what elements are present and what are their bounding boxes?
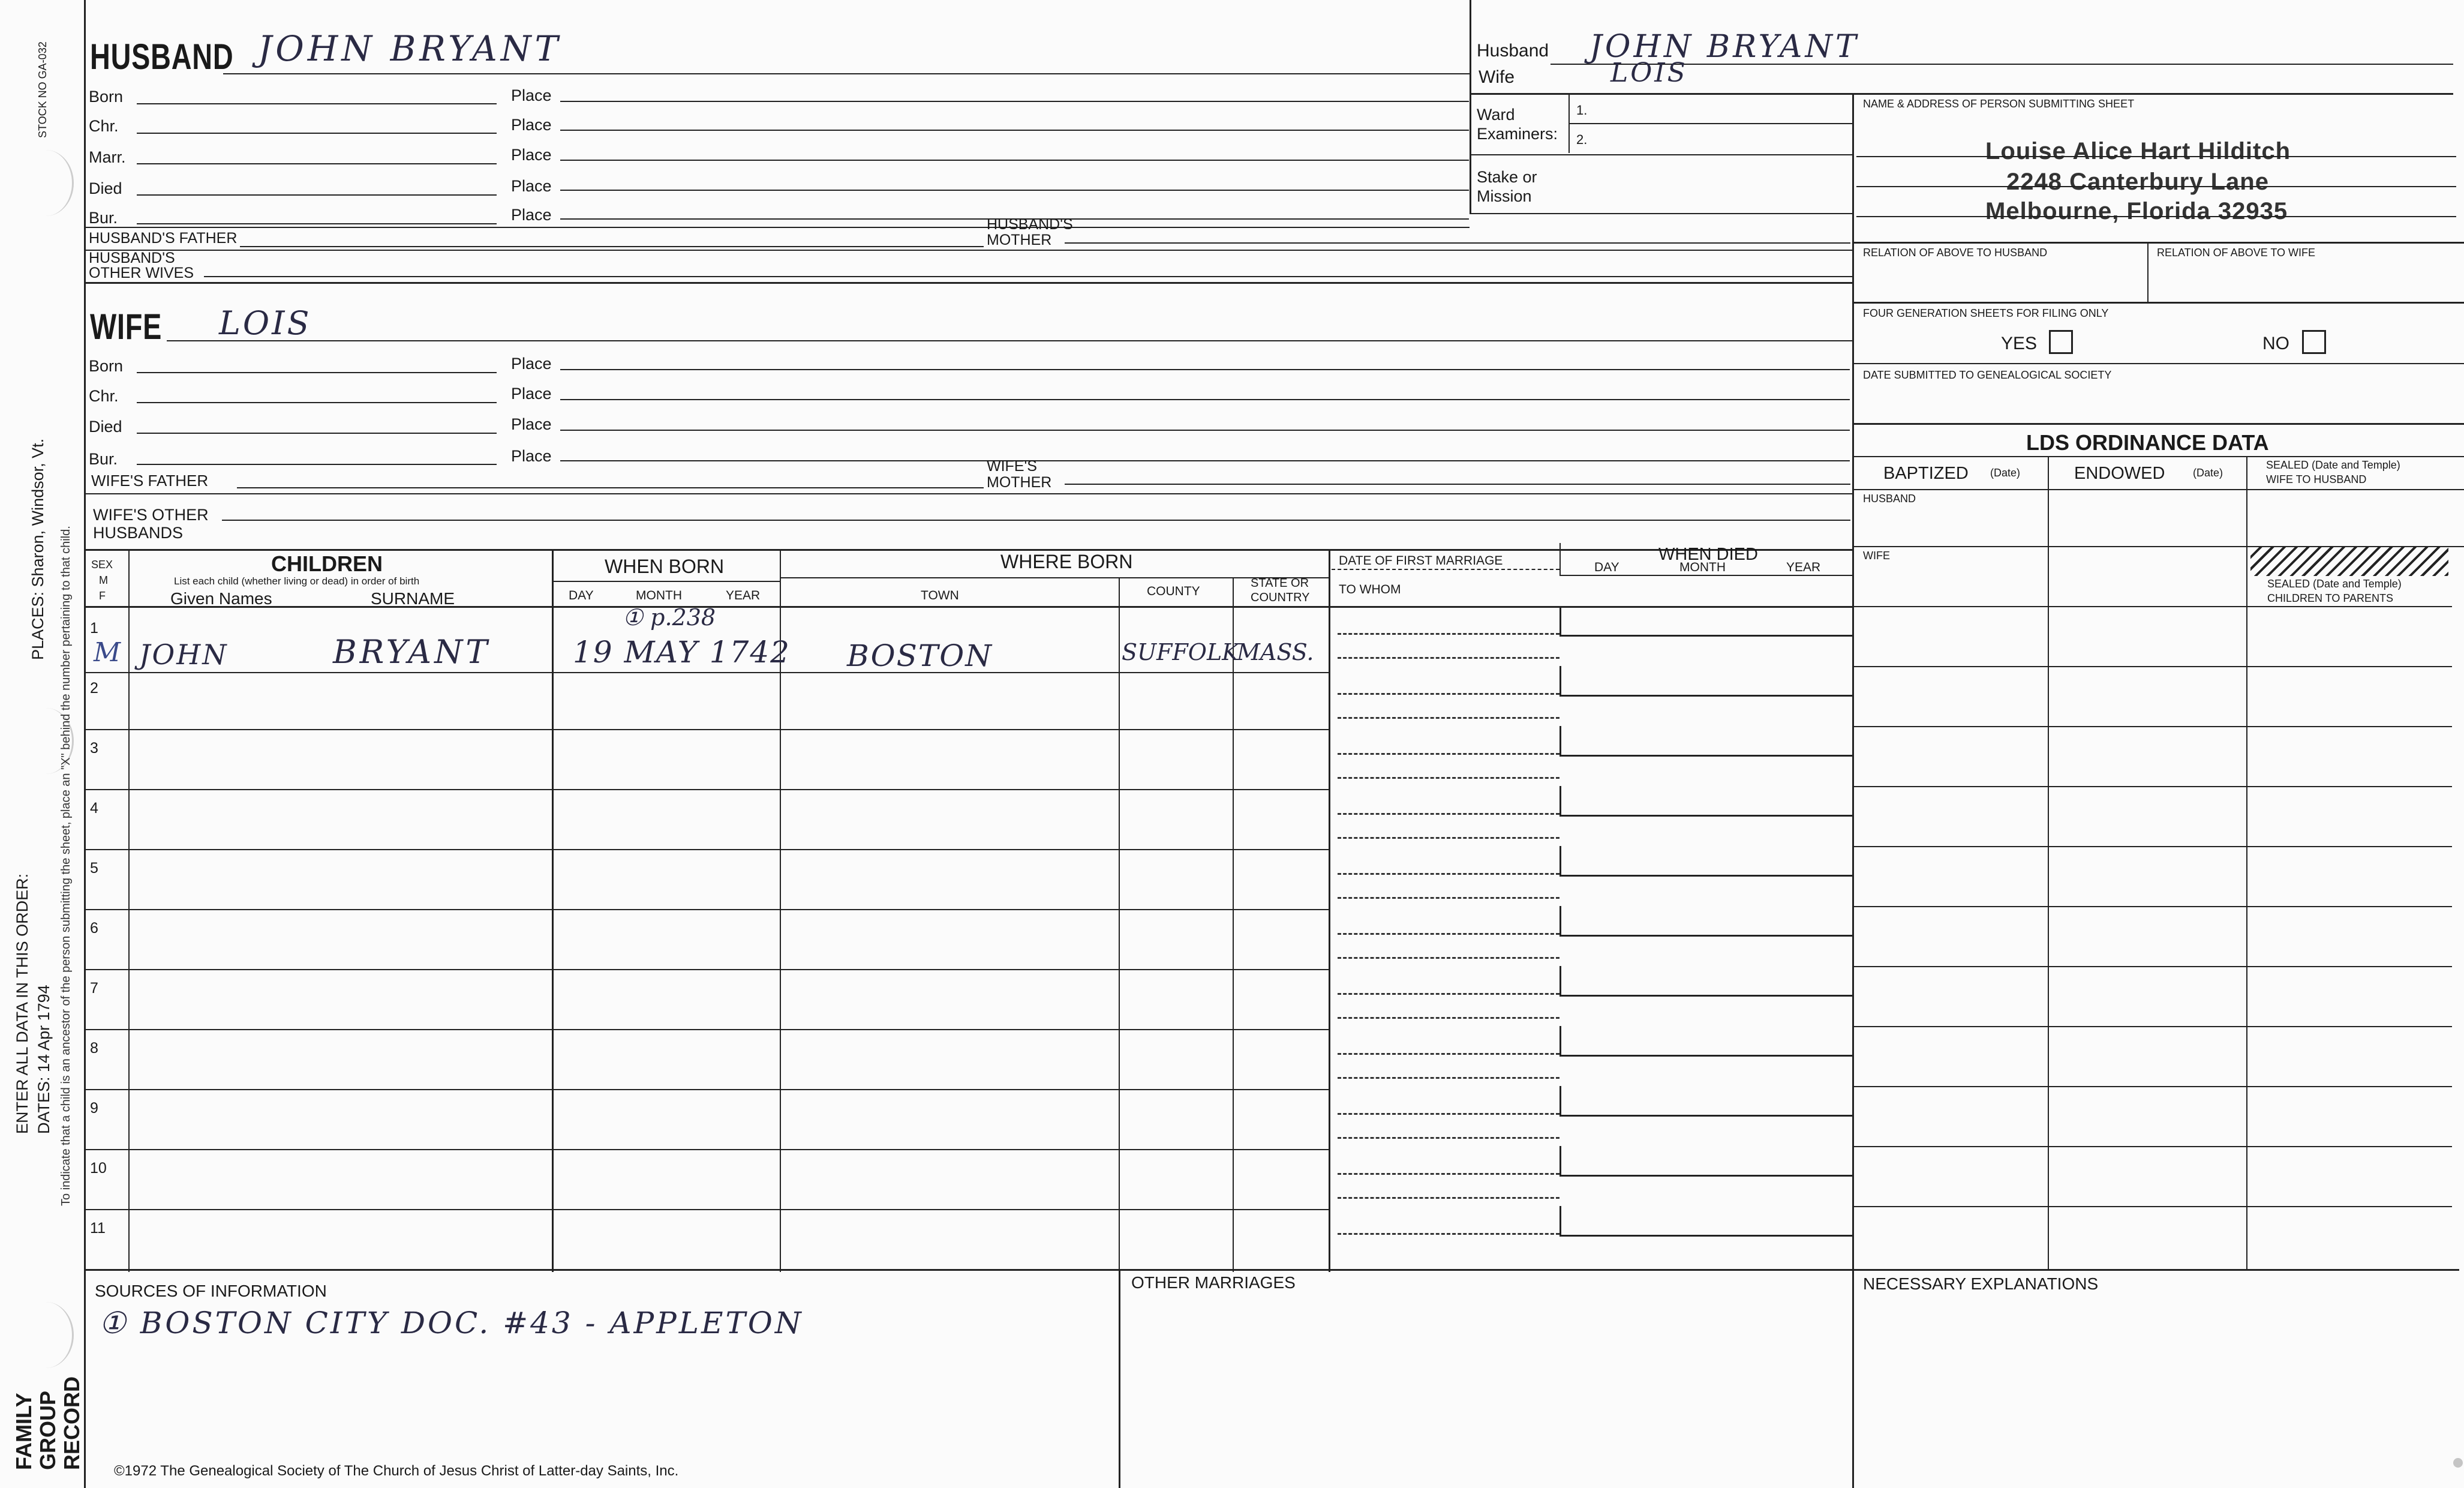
submitter-name: Louise Alice Hart Hilditch [1985, 138, 2291, 164]
wife-chr-line [137, 402, 497, 403]
wife-born-place-line [560, 369, 1850, 370]
marriage-dash [1338, 993, 1559, 995]
died-step [1559, 606, 1561, 636]
lds-row-line [1852, 906, 2452, 907]
wife-mother-label-1: WIFE'S [987, 458, 1037, 475]
examiner-1-label: 1. [1576, 103, 1588, 118]
examiner-2-label: 2. [1576, 132, 1588, 147]
died-step-line [1559, 1115, 1852, 1117]
marriage-dash-lower [1338, 837, 1559, 839]
when-born-underline [552, 581, 780, 582]
child-number: 4 [90, 800, 98, 817]
form-title-record: RECORD [59, 1376, 84, 1470]
wife-died-line [137, 433, 497, 434]
header-husband-label: Husband [1477, 41, 1549, 61]
row-line [84, 789, 1329, 790]
sex-m-header: M [99, 574, 108, 586]
husband-chr-label: Chr. [89, 117, 119, 135]
child-number: 8 [90, 1040, 98, 1057]
husband-name-line [223, 73, 1471, 74]
husband-other-wives-label-2: OTHER WIVES [89, 265, 194, 281]
row-line [84, 1089, 1329, 1090]
lds-husband-label: HUSBAND [1863, 493, 1916, 505]
other-marriages-label: OTHER MARRIAGES [1131, 1273, 1296, 1292]
died-step-line [1559, 815, 1852, 817]
four-gen-bottom [1852, 363, 2464, 364]
wife-section-bottom [84, 549, 1853, 551]
state-header-2: COUNTRY [1251, 591, 1310, 604]
husband-father-line [240, 246, 984, 247]
sex-col-divider [128, 549, 130, 1272]
marriage-dash-lower [1338, 897, 1559, 899]
row-line [84, 1149, 1329, 1150]
header-wife-label: Wife [1479, 67, 1515, 87]
marriage-dash [1338, 873, 1559, 875]
scan-dot [2453, 1458, 2463, 1468]
lds-row-line [1852, 1086, 2452, 1087]
died-step [1559, 1146, 1561, 1176]
died-day-header: DAY [1594, 560, 1619, 574]
enter-all-instruction: ENTER ALL DATA IN THIS ORDER: [13, 873, 31, 1134]
four-gen-yes-checkbox[interactable] [2049, 330, 2073, 354]
marriage-dash-lower [1338, 657, 1559, 659]
wife-died-place-line [560, 430, 1850, 431]
died-step-line [1559, 635, 1852, 637]
row-line [84, 1209, 1329, 1210]
submitter-bottom [1852, 242, 2464, 244]
child-1-surname: BRYANT [333, 633, 491, 671]
lds-row-line [1852, 966, 2452, 967]
form-title-group: GROUP [35, 1390, 60, 1470]
places-instruction: PLACES: Sharon, Windsor, Vt. [29, 438, 47, 660]
child-1-source-note: ① p.238 [623, 604, 716, 631]
husband-bur-line [137, 223, 497, 224]
child-number: 3 [90, 740, 98, 757]
died-step-line [1559, 1175, 1852, 1177]
died-month-header: MONTH [1679, 560, 1726, 574]
marriage-dash [1338, 633, 1559, 635]
child-1-state: MASS. [1237, 639, 1314, 665]
relation-divider [2147, 242, 2149, 303]
stock-number: STOCK NO GA-032 [37, 41, 49, 138]
died-step [1559, 1086, 1561, 1116]
where-born-header: WHERE BORN [1000, 551, 1133, 572]
died-step [1559, 786, 1561, 816]
examiner-2-line [1470, 154, 1853, 155]
ward-label: Ward [1477, 106, 1515, 124]
examiner-1-line [1568, 123, 1853, 124]
husband-mother-label-1: HUSBAND'S [987, 216, 1073, 233]
husband-marr-label: Marr. [89, 148, 126, 166]
sex-f-header: F [99, 590, 106, 602]
wife-other-husbands-label-2: HUSBANDS [93, 524, 184, 542]
header-husband-value: JOHN BRYANT [1589, 29, 1859, 65]
child-number: 1 [90, 620, 98, 637]
marriage-dash-lower [1338, 777, 1559, 779]
four-gen-yes-label: YES [2001, 334, 2038, 353]
child-number: 5 [90, 860, 98, 877]
marriage-dash [1338, 1113, 1559, 1115]
town-header: TOWN [921, 589, 959, 602]
four-gen-label: FOUR GENERATION SHEETS FOR FILING ONLY [1863, 307, 2109, 319]
wife-chr-place-line [560, 399, 1850, 400]
submitter-line-3 [1856, 216, 2456, 217]
died-step-line [1559, 1055, 1852, 1057]
submitter-street: 2248 Canterbury Lane [2006, 169, 2269, 195]
husband-father-label: HUSBAND'S FATHER [89, 230, 238, 247]
husband-other-wives-label-1: HUSBAND'S [89, 250, 175, 266]
husband-born-label: Born [89, 88, 124, 106]
row-line [84, 729, 1329, 730]
where-born-underline [780, 577, 1329, 578]
marriage-dash-lower [1338, 1137, 1559, 1139]
wife-died-place-label: Place [511, 415, 552, 433]
dates-instruction: DATES: 14 Apr 1794 [35, 985, 53, 1134]
died-step-line [1559, 695, 1852, 697]
husband-heading: HUSBAND [90, 37, 234, 77]
died-step [1559, 966, 1561, 996]
wife-bur-place-line [560, 460, 1850, 461]
form-title-family: FAMILY [11, 1393, 36, 1470]
lds-sealed-c2p-label-1: SEALED (Date and Temple) [2267, 578, 2402, 590]
examiners-label: Examiners: [1477, 125, 1558, 143]
lds-baptized-date-label: (Date) [1990, 467, 2021, 479]
relation-husband-label: RELATION OF ABOVE TO HUSBAND [1863, 247, 2048, 259]
children-header-bottom [84, 606, 1853, 608]
child-number: 10 [90, 1160, 107, 1177]
husband-marr-place-label: Place [511, 146, 552, 164]
when-died-underline [1559, 575, 1852, 576]
town-col-divider [1119, 577, 1120, 1272]
lds-sealed-w2h-label-2: WIFE TO HUSBAND [2266, 473, 2367, 485]
wife-bur-line [137, 464, 497, 465]
stake-label: Stake or [1477, 168, 1537, 186]
lds-row-line [1852, 666, 2452, 667]
lds-hatched-cell [2250, 547, 2448, 576]
husband-died-label: Died [89, 179, 122, 197]
husband-born-line [137, 103, 497, 104]
marriage-dash-lower [1338, 1077, 1559, 1079]
wife-died-label: Died [89, 418, 122, 436]
wife-mother-line [1065, 484, 1850, 485]
child-1-sex: M [94, 637, 121, 668]
died-step [1559, 1206, 1561, 1236]
born-day-header: DAY [569, 589, 594, 602]
husband-died-place-label: Place [511, 177, 552, 195]
marriage-dash [1338, 753, 1559, 755]
to-whom-header: TO WHOM [1339, 583, 1401, 596]
marriage-dash [1338, 813, 1559, 815]
wife-born-line [137, 372, 497, 373]
lds-sealed-c2p-label-2: CHILDREN TO PARENTS [2267, 592, 2394, 604]
mission-label: Mission [1477, 187, 1532, 205]
husband-bur-label: Bur. [89, 209, 118, 227]
sources-label: SOURCES OF INFORMATION [95, 1282, 327, 1300]
first-marriage-dash-line [1332, 569, 1559, 570]
died-step [1559, 906, 1561, 936]
died-step-line [1559, 755, 1852, 757]
wife-name-value: LOIS [219, 304, 312, 342]
children-table-bottom [84, 1269, 2459, 1271]
wife-chr-label: Chr. [89, 387, 119, 405]
born-year-header: YEAR [726, 589, 761, 602]
row-line [84, 909, 1329, 910]
header-wife-line [1470, 93, 2453, 95]
marriage-dash [1338, 693, 1559, 695]
husband-vitals-divider [84, 227, 1470, 228]
husband-name-value: JOHN BRYANT [258, 28, 562, 69]
wife-name-line [167, 340, 1852, 341]
stake-line [1470, 213, 1853, 214]
header-wife-value: LOIS [1610, 58, 1688, 88]
child-number: 7 [90, 980, 98, 997]
child-number: 9 [90, 1100, 98, 1117]
relation-wife-label: RELATION OF ABOVE TO WIFE [2157, 247, 2316, 259]
husband-died-line [137, 194, 497, 196]
child-1-county: SUFFOLK [1122, 639, 1239, 665]
submitter-line-2 [1856, 186, 2456, 187]
lds-row-line [1852, 1026, 2452, 1027]
copyright-text: ©1972 The Genealogical Society of The Church of Jesus Christ of Latter-day Saints, Inc. [114, 1463, 679, 1479]
wife-other-husbands-line [222, 520, 1850, 521]
husband-died-place-line [560, 190, 1469, 191]
husband-chr-line [137, 133, 497, 134]
date-submitted-bottom [1852, 423, 2464, 425]
lds-row-line [1852, 846, 2452, 847]
wife-born-label: Born [89, 357, 124, 375]
marriage-dash [1338, 1233, 1559, 1235]
submitter-line-1 [1856, 156, 2456, 157]
died-step-line [1559, 935, 1852, 937]
lds-baptized-label: BAPTIZED [1883, 464, 1969, 483]
husband-parents-divider [84, 250, 1853, 251]
died-step [1559, 726, 1561, 756]
wife-parents-divider [84, 493, 1853, 494]
county-col-divider [1233, 577, 1234, 1272]
husband-mother-line [1065, 242, 1850, 244]
sex-header: SEX [91, 559, 113, 571]
children-note: List each child (whether living or dead) in order of birth [174, 575, 420, 587]
header-right-border [1470, 0, 1471, 213]
sources-right-border [1119, 1269, 1120, 1488]
husband-chr-place-label: Place [511, 116, 552, 134]
lds-sealed-w2h-label-1: SEALED (Date and Temple) [2266, 459, 2400, 471]
submitter-label: NAME & ADDRESS OF PERSON SUBMITTING SHEET [1863, 98, 2135, 110]
marriage-dash [1338, 1053, 1559, 1055]
child-number: 6 [90, 920, 98, 937]
form-left-border [84, 0, 86, 1488]
marriage-dash-lower [1338, 957, 1559, 959]
four-gen-no-label: NO [2262, 334, 2289, 353]
husband-mother-label-2: MOTHER [987, 232, 1052, 248]
wife-father-label: WIFE'S FATHER [91, 472, 209, 490]
state-header-1: STATE OR [1251, 577, 1309, 590]
husband-other-wives-line [204, 276, 1853, 277]
wife-other-husbands-label-1: WIFE'S OTHER [93, 506, 209, 524]
sources-value: ① BOSTON CITY DOC. #43 - APPLETON [99, 1306, 804, 1340]
born-month-header: MONTH [636, 589, 682, 602]
died-step [1559, 846, 1561, 876]
marriage-dash [1338, 1173, 1559, 1175]
when-born-header: WHEN BORN [605, 556, 725, 577]
row-line [84, 1029, 1329, 1030]
child-number: 11 [90, 1220, 106, 1237]
wife-born-place-label: Place [511, 355, 552, 373]
row-line [84, 849, 1329, 850]
child-ancestor-instruction: To indicate that a child is an ancestor of the person submitting the sheet, place an "X" behind the number pertaining to that child. [59, 526, 73, 1206]
lds-title-line [1852, 456, 2464, 457]
marriage-dash-lower [1338, 717, 1559, 719]
wife-bur-place-label: Place [511, 447, 552, 465]
children-col-divider [552, 549, 554, 1272]
died-step-line [1559, 875, 1852, 877]
submitter-city: Melbourne, Florida 32935 [1985, 198, 2288, 224]
explanations-label: NECESSARY EXPLANATIONS [1863, 1274, 2099, 1293]
four-gen-no-checkbox[interactable] [2302, 330, 2326, 354]
husband-chr-place-line [560, 130, 1469, 131]
died-step [1559, 1026, 1561, 1056]
surname-header: SURNAME [371, 589, 455, 608]
lds-row-line [1852, 1146, 2452, 1147]
relation-bottom [1852, 302, 2464, 304]
binder-hole-bottom [18, 1302, 74, 1368]
lds-title: LDS ORDINANCE DATA [2026, 430, 2269, 455]
date-submitted-label: DATE SUBMITTED TO GENEALOGICAL SOCIETY [1863, 369, 2112, 381]
lds-row-line [1852, 1206, 2452, 1207]
husband-marr-place-line [560, 160, 1469, 161]
lds-header-line [1852, 489, 2464, 490]
husband-born-place-label: Place [511, 86, 552, 104]
husband-born-place-line [560, 101, 1469, 102]
died-step-line [1559, 1235, 1852, 1237]
lds-row-line [1852, 726, 2452, 727]
binder-hole-top [18, 150, 74, 216]
marriage-dash-lower [1338, 1197, 1559, 1199]
marriage-dash-lower [1338, 1017, 1559, 1019]
husband-marr-line [137, 163, 497, 164]
where-born-col-divider [1329, 549, 1330, 1272]
lds-wife-label: WIFE [1863, 550, 1890, 562]
given-names-header: Given Names [170, 589, 272, 608]
wife-mother-label-2: MOTHER [987, 474, 1052, 491]
died-step [1559, 666, 1561, 696]
wife-bur-label: Bur. [89, 450, 118, 468]
child-number: 2 [90, 680, 98, 697]
child-1-born-date: 19 MAY 1742 [573, 635, 791, 670]
marriage-dash [1338, 933, 1559, 935]
children-header: CHILDREN [271, 551, 383, 576]
lds-endowed-date-label: (Date) [2193, 467, 2223, 479]
lds-row-line [1852, 606, 2452, 607]
when-died-col-divider [1559, 543, 1561, 576]
first-marriage-header: DATE OF FIRST MARRIAGE [1339, 554, 1503, 568]
died-step-line [1559, 995, 1852, 997]
died-year-header: YEAR [1786, 560, 1821, 574]
lds-endowed-label: ENDOWED [2074, 464, 2165, 483]
lds-row-line [1852, 786, 2452, 787]
wife-chr-place-label: Place [511, 385, 552, 403]
when-died-header: WHEN DIED [1658, 545, 1758, 564]
row-line [84, 672, 1329, 673]
row-line [84, 969, 1329, 970]
husband-section-bottom [84, 282, 1853, 284]
child-1-given: JOHN [139, 638, 229, 671]
wife-heading: WIFE [90, 307, 163, 347]
county-header: COUNTY [1147, 584, 1200, 598]
husband-bur-place-label: Place [511, 206, 552, 224]
child-1-town: BOSTON [847, 638, 993, 673]
wife-father-line [237, 487, 984, 488]
